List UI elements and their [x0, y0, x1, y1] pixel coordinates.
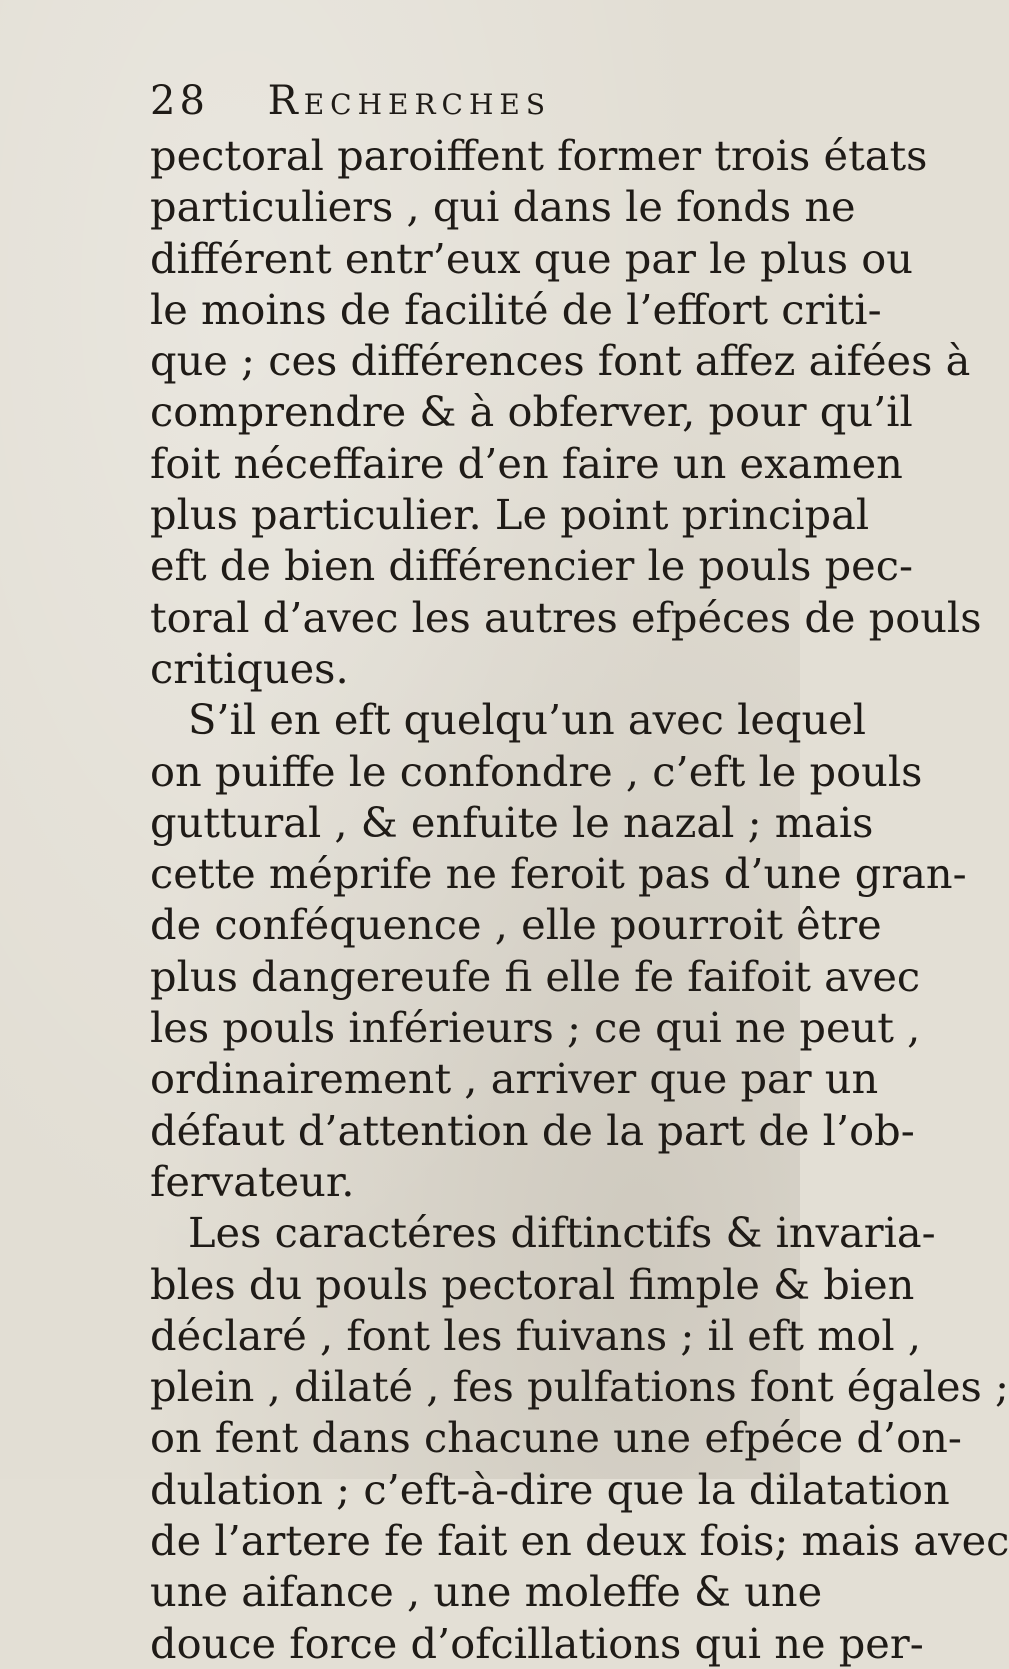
text-line: comprendre & à obferver, pour qu’il: [150, 387, 913, 437]
text-line: pectoral paroiffent former trois états: [150, 131, 928, 180]
text-line: le moins de facilité de l’effort criti-: [150, 284, 882, 334]
text-line: plus particulier. Le point principal: [150, 490, 870, 540]
text-line: eft de bien différencier le pouls pec-: [150, 541, 913, 591]
text-line: plus dangereufe fi elle fe faifoit avec: [150, 951, 921, 1001]
text-line: plein , dilaté , fes pulfations font égales ;: [150, 1362, 1009, 1412]
text-line: déclaré , font les fuivans ; il eft mol ,: [150, 1310, 922, 1360]
page-header: [150, 78, 710, 128]
text-line: foit néceffaire d’en faire un examen: [150, 438, 903, 488]
text-line: dulation ; c’eft-à-dire que la dilatation: [150, 1464, 950, 1514]
text-line: bles du pouls pectoral fimple & bien: [150, 1259, 915, 1309]
text-line: on fent dans chacune une efpéce d’on-: [150, 1413, 962, 1463]
text-line: ordinairement , arriver que par un: [150, 1054, 879, 1104]
text-line: guttural , & enfuite le nazal ; mais: [150, 797, 874, 847]
page-number: 28: [150, 78, 209, 124]
text-line: toral d’avec les autres efpéces de pouls: [150, 592, 982, 642]
paragraph-start-line: S’il en eft quelqu’un avec lequel: [188, 695, 867, 745]
text-line: de l’artere fe fait en deux fois; mais avec: [150, 1516, 1009, 1566]
text-line: différent entr’eux que par le plus ou: [150, 233, 913, 283]
text-line: douce force d’ofcillations qui ne per-: [150, 1618, 924, 1668]
text-line: critiques.: [150, 643, 349, 693]
text-line: les pouls inférieurs ; ce qui ne peut ,: [150, 1003, 921, 1053]
paragraph-start-line: Les caractéres diftinctifs & invaria-: [188, 1208, 936, 1258]
text-line: fervateur.: [150, 1156, 355, 1206]
text-line: on puiffe le confondre , c’eft le pouls: [150, 746, 923, 796]
text-line: que ; ces différences font affez aifées à: [150, 336, 971, 386]
text-line: cette méprife ne feroit pas d’une gran-: [150, 849, 967, 899]
running-head: Recherches: [267, 78, 552, 124]
text-line: particuliers , qui dans le fonds ne: [150, 182, 856, 232]
body-text: [150, 130, 1009, 1669]
text-line: de conféquence , elle pourroit être: [150, 900, 882, 950]
text-line: défaut d’attention de la part de l’ob-: [150, 1105, 915, 1155]
text-line: une aifance , une moleffe & une: [150, 1567, 823, 1617]
